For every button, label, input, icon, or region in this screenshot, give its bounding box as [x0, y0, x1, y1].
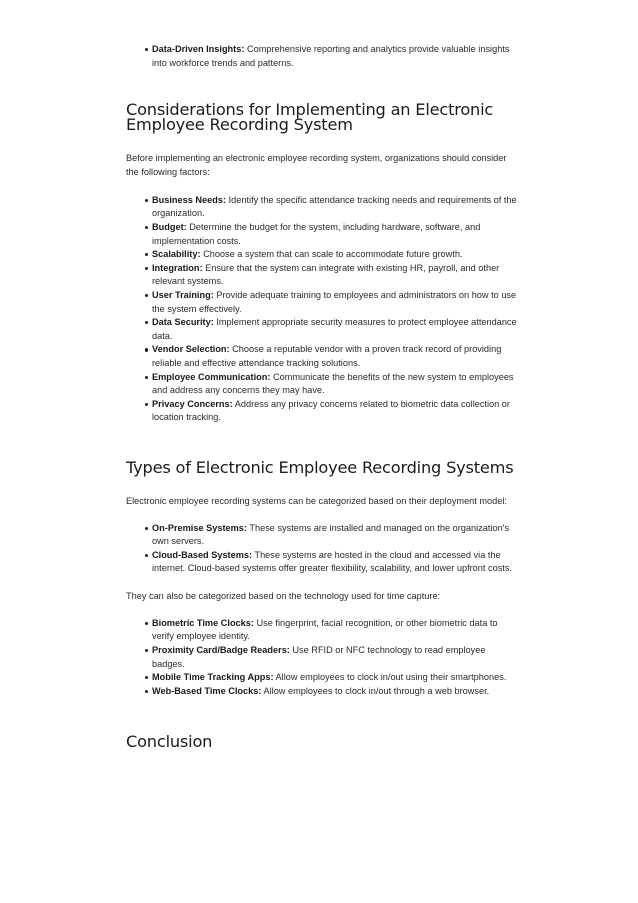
conclusion-heading: Conclusion — [126, 732, 213, 752]
list-item: Scalability: Choose a system that can scale to accommodate future growth. — [152, 248, 520, 262]
intro-bullet-list — [126, 0, 520, 70]
considerations-list — [126, 194, 520, 425]
list-item: Budget: Determine the budget for the system, including hardware, software, and implementation costs. — [152, 221, 520, 248]
list-item: Employee Communication: Communicate the benefits of the new system to employees and address any concerns they may have. — [152, 371, 520, 398]
list-item: Proximity Card/Badge Readers: Use RFID or NFC technology to read employee badges. — [152, 644, 520, 671]
deployment-list — [126, 522, 520, 576]
list-item: Web-Based Time Clocks: Allow employees to clock in/out through a web browser. — [152, 685, 520, 699]
considerations-intro: Before implementing an electronic employee recording system, organizations should consider the following factors: — [126, 153, 507, 177]
list-item: On-Premise Systems: These systems are installed and managed on the organization's own servers. — [152, 522, 520, 549]
list-item: Data Security: Implement appropriate security measures to protect employee attendance data. — [152, 316, 520, 343]
technology-list — [126, 617, 520, 699]
list-item: Business Needs: Identify the specific attendance tracking needs and requirements of the organization. — [152, 194, 520, 221]
types-intro: Electronic employee recording systems can be categorized based on their deployment model: — [126, 495, 507, 506]
technology-intro: They can also be categorized based on the technology used for time capture: — [126, 591, 441, 602]
list-item: Mobile Time Tracking Apps: Allow employees to clock in/out using their smartphones. — [152, 671, 520, 685]
considerations-heading: Considerations for Implementing an Electronic Employee Recording System — [126, 100, 494, 135]
list-item: Cloud-Based Systems: These systems are hosted in the cloud and accessed via the internet. Cloud-based systems offer greater flexibility, scalability, and lower upfront costs. — [152, 549, 520, 576]
types-heading: Types of Electronic Employee Recording Systems — [126, 457, 514, 477]
list-item: User Training: Provide adequate training to employees and administrators on how to use the system effectively. — [152, 289, 520, 316]
list-item: Vendor Selection: Choose a reputable vendor with a proven track record of providing reliable and effective attendance tracking solutions. — [152, 343, 520, 370]
list-item: Data-Driven Insights: Comprehensive reporting and analytics provide valuable insights into workforce trends and patterns. — [152, 43, 520, 70]
list-item: Integration: Ensure that the system can integrate with existing HR, payroll, and other relevant systems. — [152, 262, 520, 289]
list-item: Privacy Concerns: Address any privacy concerns related to biometric data collection or location tracking. — [152, 398, 520, 425]
list-item: Biometric Time Clocks: Use fingerprint, facial recognition, or other biometric data to verify employee identity. — [152, 617, 520, 644]
